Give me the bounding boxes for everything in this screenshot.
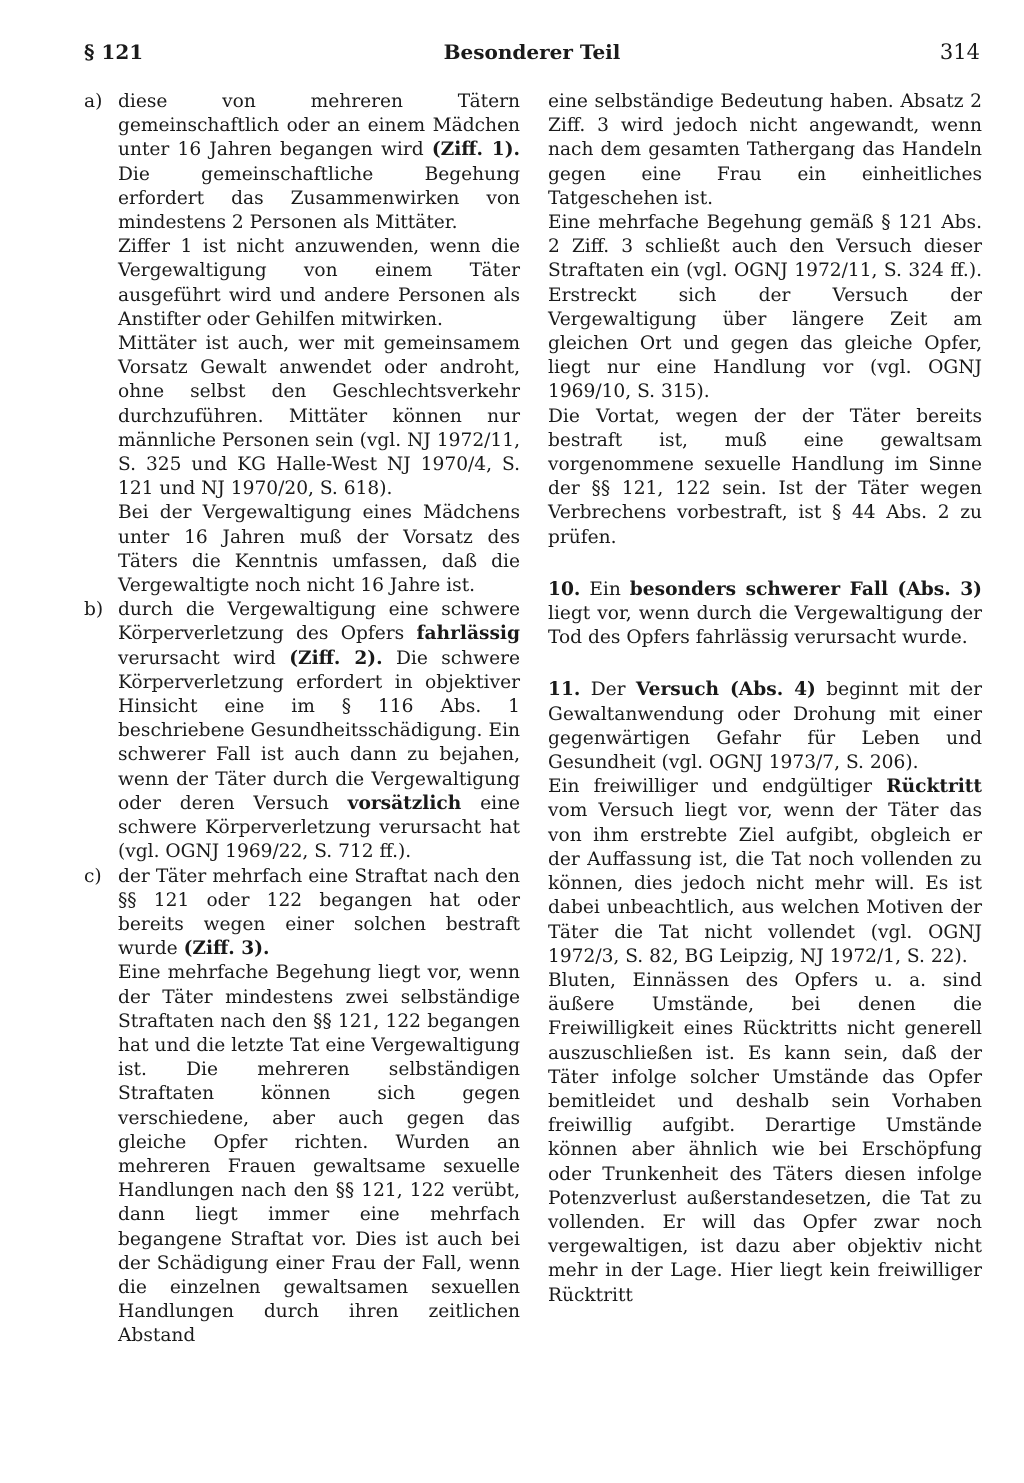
section-reference: § 121 <box>84 40 144 64</box>
bold-text: (Ziff. 2). <box>289 647 383 669</box>
item-marker: b) <box>84 599 104 621</box>
list-item <box>84 598 520 864</box>
paragraph <box>118 332 520 501</box>
paragraph <box>548 775 982 969</box>
text-run: Mittäter ist auch, wer mit gemeinsamem Vorsatz Gewalt anwendet oder androht, ohne selbst den Geschlechtsverkehr durchzuführen. Mittäter können nur männliche Personen sein (vgl. NJ 1972/11, S. 325 und KG Halle-West NJ 1970/4, S. 121 und NJ 1970/20, S. 618). <box>118 333 520 500</box>
paragraph <box>118 961 520 1348</box>
paragraph <box>118 501 520 598</box>
paragraph <box>548 90 982 211</box>
bold-text: (Ziff. 3). <box>183 938 270 960</box>
text-run: durch die Vergewaltigung eine schwere Körperverletzung des Opfers <box>118 599 520 645</box>
text-run: eine schwere Körperverletzung verursacht hat (vgl. OGNJ 1969/22, S. 712 ff.). <box>118 792 520 863</box>
bold-text: besonders schwerer Fall (Abs. 3) <box>629 578 982 600</box>
text-run: Die Vortat, wegen der der Täter bereits bestraft ist, muß eine gewaltsam vorgenommene sexuelle Handlung im Sinne der §§ 121, 122 sein. Ist der Täter wegen Verbrechens vorbestraft, ist § 44 Abs. 2 zu prüfen. <box>548 405 982 548</box>
bold-text: (Ziff. 1). <box>431 139 520 161</box>
bold-text: 11. <box>548 679 581 701</box>
text-run: Bluten, Einnässen des Opfers u. a. sind äußere Umstände, bei denen die Freiwilligkeit eines Rücktritts nicht generell auszuschließen ist. Es kann sein, daß der Täter infolge solcher Umstände das Opfer bemitleidet und deshalb sein Vorhaben freiwillig aufgibt. Derartige Umstände können aber ähnlich wie bei Erschöpfung oder Trunkenheit des Täters diesen infolge Potenzverlust außerstandesetzen, die Tat zu vollenden. Er will das Opfer zwar noch vergewaltigen, ist dazu aber objektiv nicht mehr in der Lage. Hier liegt kein freiwilliger Rücktritt <box>548 969 982 1306</box>
paragraph <box>118 90 520 235</box>
item-marker: c) <box>84 865 102 887</box>
paragraph <box>548 578 982 651</box>
paragraph <box>118 598 520 864</box>
text-run: verursacht wird <box>118 647 290 669</box>
text-run: der Täter mehrfach eine Straftat nach den §§ 121 oder 122 begangen hat oder bereits wegen einer solchen bestraft wurde <box>118 865 520 960</box>
text-run: Ziffer 1 ist nicht anzuwenden, wenn die Vergewaltigung von einem Täter ausgeführt wird und andere Personen als Anstifter oder Gehilfen mitwirken. <box>118 236 520 330</box>
item-body <box>118 865 520 1349</box>
text-run: Die schwere Körperverletzung erfordert in objektiver Hinsicht eine im § 116 Abs. 1 beschriebene Gesundheitsschädigung. Ein schwerer Fall ist auch dann zu bejahen, wenn der Täter durch die Vergewaltigung oder deren Versuch <box>118 647 520 814</box>
text-run: liegt vor, wenn durch die Vergewaltigung der Tod des Opfers fahrlässig verursacht wurde. <box>548 603 982 649</box>
text-run: Ein <box>580 578 630 600</box>
bold-text: 10. <box>548 578 581 600</box>
item-body <box>118 598 520 864</box>
item-marker: a) <box>84 91 103 112</box>
page-header <box>84 40 980 74</box>
bold-text: Rücktritt <box>886 776 982 798</box>
text-run: Ein freiwilliger und endgültiger <box>548 776 887 798</box>
bold-text: Versuch (Abs. 4) <box>635 679 816 701</box>
text-run: diese von mehreren Tätern gemeinschaftlich oder an einem Mädchen unter 16 Jahren begangen wird <box>118 91 520 161</box>
list-item <box>84 865 520 1349</box>
list-item <box>84 90 520 598</box>
text-run: vom Versuch liegt vor, wenn der Täter das von ihm erstrebte Ziel aufgibt, obgleich er der Auffassung ist, die Tat noch vollenden zu können, dies jedoch nicht mehr will. Es ist dabei unbeachtlich, aus welchen Motiven der Täter die Tat nicht vollendet (vgl. OGNJ 1972/3, S. 82, BG Leipzig, NJ 1972/1, S. 22). <box>548 800 982 967</box>
paragraph <box>548 678 982 775</box>
text-run: Eine mehrfache Begehung liegt vor, wenn der Täter mindestens zwei selbständige Straftaten nach den §§ 121, 122 begangen hat und die letzte Tat eine Vergewaltigung ist. Die mehreren selbständigen Straftaten können sich gegen verschiedene, aber auch gegen das gleiche Opfer richten. Wurden an mehreren Frauen gewaltsame sexuelle Handlungen nach den §§ 121, 122 verübt, dann liegt immer eine mehrfach begangene Straftat vor. Dies ist auch bei der Schädigung einer Frau der Fall, wenn die einzelnen gewaltsamen sexuellen Handlungen durch ihren zeitlichen Abstand <box>118 962 520 1347</box>
bold-text: fahrlässig <box>416 623 520 645</box>
paragraph <box>548 969 982 1308</box>
right-column <box>548 90 982 1308</box>
text-run: Eine mehrfache Begehung gemäß § 121 Abs. 2 Ziff. 3 schließt auch den Versuch dieser Straftaten ein (vgl. OGNJ 1972/11, S. 324 ff.). Erstreckt sich der Versuch der Vergewaltigung über längere Zeit am gleichen Ort und gegen das gleiche Opfer, liegt nur eine Handlung vor (vgl. OGNJ 1969/10, S. 315). <box>548 212 982 403</box>
page-number: 314 <box>939 40 980 64</box>
text-run: Der <box>580 679 636 701</box>
text-run: Die gemeinschaftliche Begehung erfordert das Zusammenwirken von mindestens 2 Personen als Mittäter. <box>118 163 520 234</box>
item-body <box>118 90 520 598</box>
running-title: Besonderer Teil <box>443 40 621 64</box>
paragraph <box>548 211 982 405</box>
paragraph <box>118 865 520 962</box>
text-run: beginnt mit der Gewaltanwendung oder Drohung mit einer gegenwärtigen Gefahr für Leben und Gesundheit (vgl. OGNJ 1973/7, S. 206). <box>548 679 982 774</box>
paragraph <box>548 405 982 550</box>
text-run: eine selbständige Bedeutung haben. Absatz 2 Ziff. 3 wird jedoch nicht angewandt, wenn nach dem gesamten Tathergang das Handeln gegen eine Frau ein einheitliches Tatgeschehen ist. <box>548 91 982 209</box>
bold-text: vorsätzlich <box>347 792 462 814</box>
paragraph <box>118 235 520 332</box>
text-run: Bei der Vergewaltigung eines Mädchens unter 16 Jahren muß der Vorsatz des Täters die Kenntnis umfassen, daß die Vergewaltigte noch nicht 16 Jahre ist. <box>118 502 520 597</box>
left-column <box>84 90 520 1349</box>
